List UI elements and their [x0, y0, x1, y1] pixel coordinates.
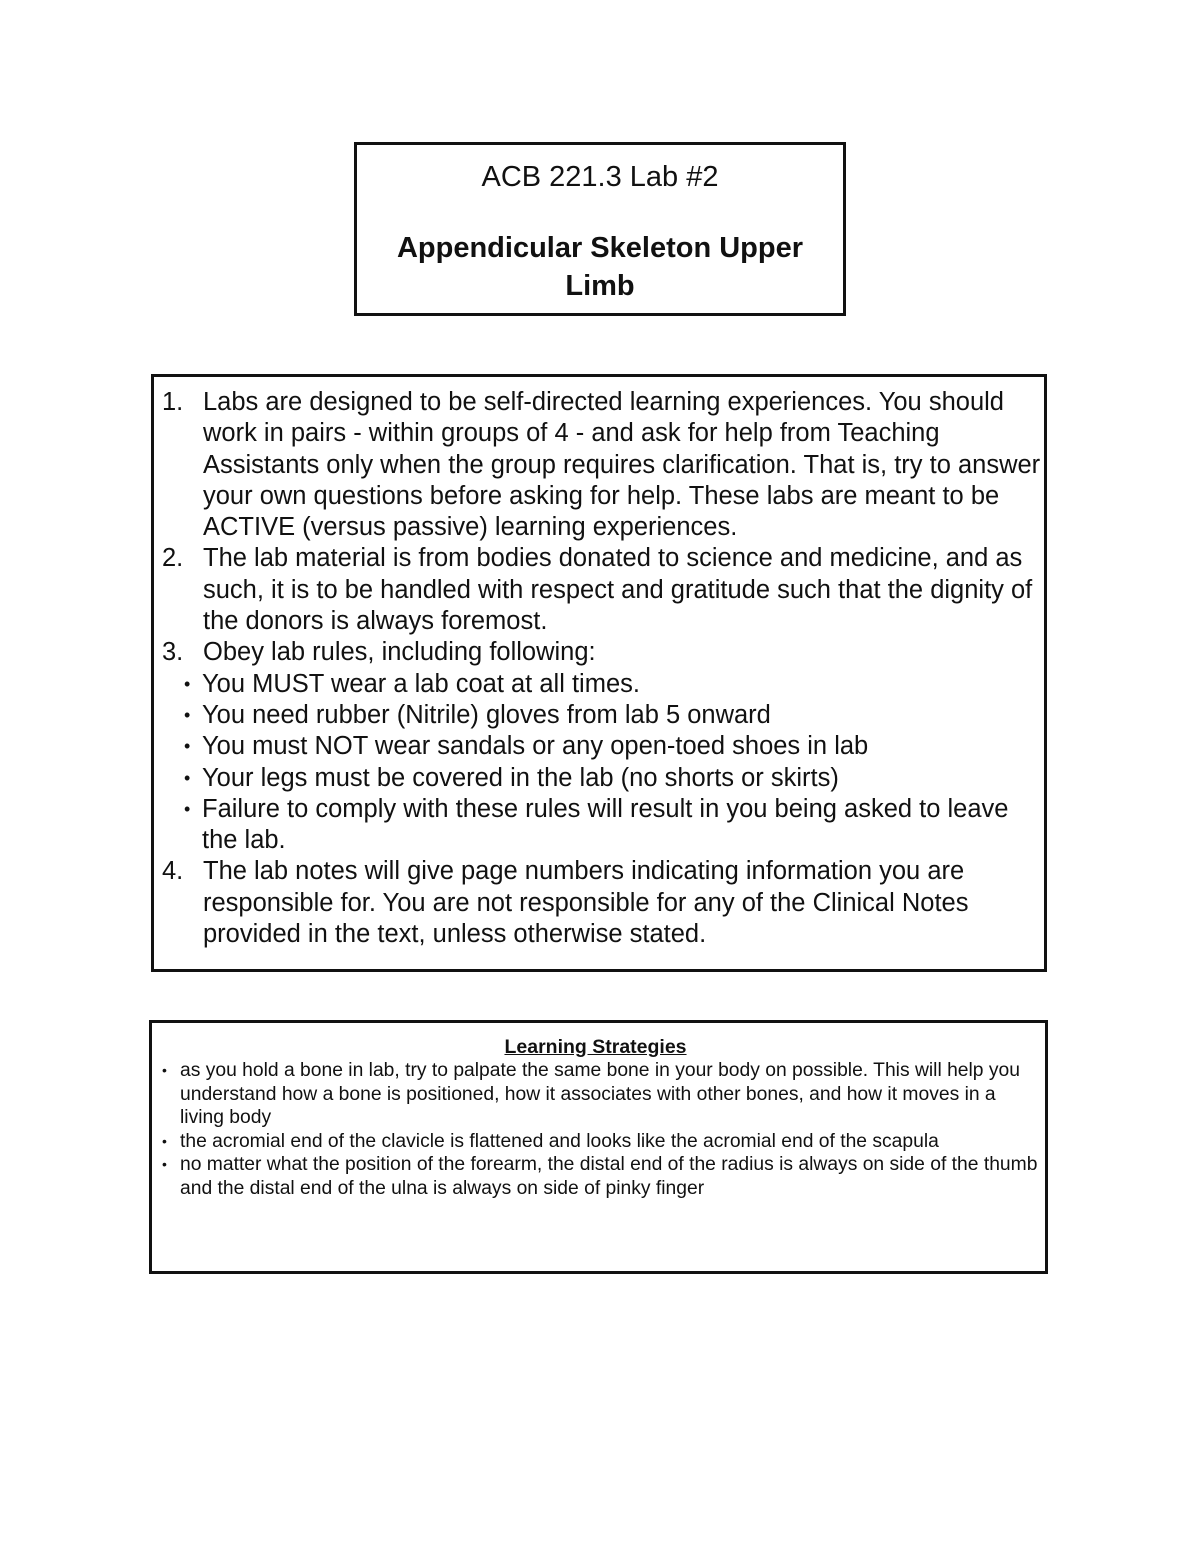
sub-rule-text: Failure to comply with these rules will result in you being asked to leave the lab.	[202, 794, 1009, 855]
strategy-item	[160, 1153, 1043, 1200]
rule-number: 1.	[162, 388, 184, 416]
lab-rules-list	[162, 387, 1042, 950]
bullet-icon: •	[184, 767, 191, 788]
course-title: ACB 221.3 Lab #2	[481, 161, 719, 193]
sub-rule-text: You need rubber (Nitrile) gloves from lab 5 onward	[202, 700, 771, 729]
strategy-text: no matter what the position of the forearm, the distal end of the radius is always on side of the thumb and the distal end of the ulna is always on side of pinky finger	[180, 1154, 1038, 1199]
sub-rule-item	[162, 763, 1042, 794]
sub-rule-text: You MUST wear a lab coat at all times.	[202, 669, 640, 698]
bullet-icon: •	[184, 798, 191, 819]
sub-rule-item	[162, 700, 1042, 731]
learning-strategies-box	[149, 1020, 1048, 1274]
strategy-item	[160, 1130, 1043, 1154]
sub-rule-text: Your legs must be covered in the lab (no shorts or skirts)	[202, 763, 839, 792]
sub-rule-item	[162, 794, 1042, 857]
rule-number: 2.	[162, 544, 184, 573]
strategy-item	[160, 1059, 1043, 1130]
rule-number: 3.	[162, 638, 184, 667]
lab-rules-sublist	[162, 669, 1042, 857]
strategy-text: as you hold a bone in lab, try to palpate the same bone in your body on possible. This will help you understand how a bone is positioned, how it associates with other bones, and how it moves in a living body	[180, 1060, 1020, 1129]
rule-text: Obey lab rules, including following:	[203, 638, 596, 667]
learning-strategies-heading: Learning Strategies	[504, 1036, 687, 1058]
bullet-icon: •	[162, 1062, 167, 1078]
sub-rule-item	[162, 669, 1042, 700]
rule-item-4	[162, 856, 1042, 950]
learning-strategies-list	[160, 1059, 1043, 1201]
rule-item-1	[162, 387, 1042, 543]
bullet-icon: •	[162, 1156, 167, 1173]
bullet-icon: •	[162, 1132, 167, 1149]
lab-rules-box	[151, 374, 1047, 972]
sub-rule-text: You must NOT wear sandals or any open-toed shoes in lab	[202, 732, 869, 761]
rule-item-2	[162, 543, 1042, 637]
rule-text: The lab notes will give page numbers indicating information you are responsible for. You are not responsible for any of the Clinical Notes provided in the text, unless otherwise stated.	[203, 857, 969, 949]
rule-number: 4.	[162, 857, 184, 886]
page-title: Appendicular Skeleton Upper Limb	[396, 232, 804, 302]
bullet-icon: •	[184, 704, 191, 725]
sub-rule-item	[162, 731, 1042, 762]
bullet-icon: •	[184, 673, 191, 694]
title-box	[354, 142, 846, 316]
rule-text: Labs are designed to be self-directed learning experiences. You should work in pairs - within groups of 4 - and ask for help from Teaching Assistants only when the group requires clarification. That is, try to answer your own questions before asking for help. These labs are meant to be ACTIVE (versus passive) learning experiences.	[203, 388, 1041, 542]
strategy-text: the acromial end of the clavicle is flattened and looks like the acromial end of the scapula	[180, 1130, 939, 1152]
rule-item-3	[162, 637, 1042, 856]
bullet-icon: •	[184, 736, 191, 757]
rule-text: The lab material is from bodies donated to science and medicine, and as such, it is to be handled with respect and gratitude such that the dignity of the donors is always foremost.	[203, 544, 1033, 636]
